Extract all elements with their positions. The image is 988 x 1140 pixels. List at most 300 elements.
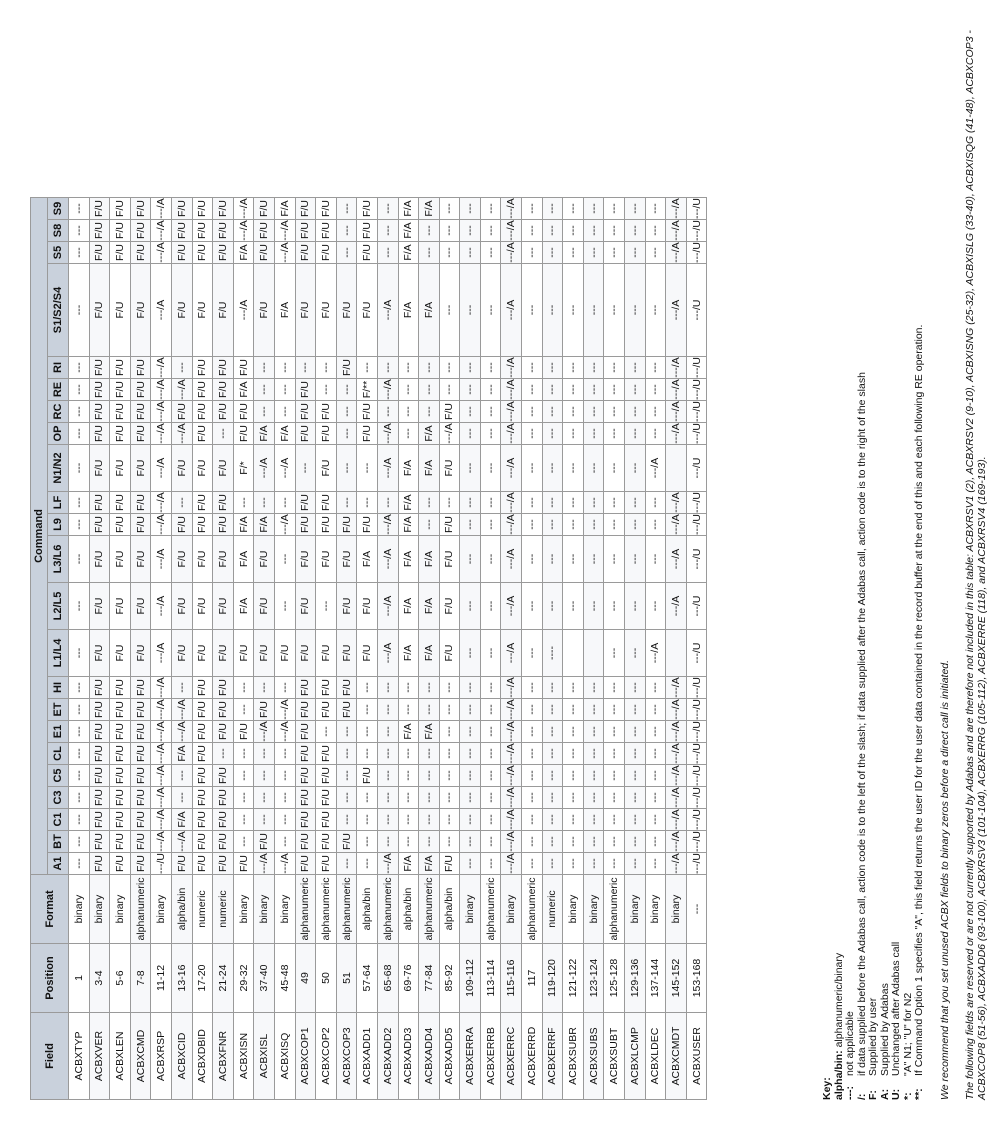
value-cell: ---/A [377,536,398,583]
value-cell: --- [522,492,543,514]
value-cell: F/U [357,264,378,357]
value-cell: F/A [233,242,254,264]
value-cell: --- [604,536,625,583]
value-cell: --- [480,765,501,787]
value-cell: --- [69,743,90,765]
value-cell: --- [171,765,192,787]
value-cell: F/U [192,583,213,630]
value-cell: F/U [130,853,151,875]
key-text: if data supplied before the Adabas call, action code is to the left of the slash; if data supplied after the Adabas call, action code is to the right of the slash [855,372,868,1076]
value-cell: F/U [89,264,110,357]
value-cell: ---/A [501,514,522,536]
value-cell: --- [357,787,378,809]
value-cell: --- [583,809,604,831]
value-cell: F/U [439,630,460,677]
value-cell: F/* [233,445,254,492]
value-cell: ---/A [171,699,192,721]
value-cell: F/U [130,492,151,514]
header-col-c3: C3 [48,787,69,809]
value-cell: --- [419,242,440,264]
value-cell: --- [563,721,584,743]
header-col-l2-l5: L2/L5 [48,583,69,630]
value-cell: ---/A [501,853,522,875]
value-cell: --- [316,379,337,401]
value-cell: F/U [110,357,131,379]
value-cell: --- [69,721,90,743]
field-cell: ACBXISL [254,1013,275,1100]
value-cell: --- [398,401,419,423]
value-cell: ---/A [151,809,172,831]
value-cell: F/U [192,677,213,699]
value-cell: ---/U [686,787,707,809]
value-cell: --- [563,445,584,492]
value-cell: F/U [233,401,254,423]
value-cell: --- [542,401,563,423]
value-cell: F/U [89,536,110,583]
value-cell: --- [480,423,501,445]
field-cell: ACBXCOP3 [336,1013,357,1100]
value-cell: F/U [316,264,337,357]
format-cell: --- [686,875,707,944]
value-cell: ---/A [501,721,522,743]
value-cell: --- [69,492,90,514]
value-cell: --- [522,514,543,536]
key-item [914,30,926,1100]
value-cell: --- [604,423,625,445]
value-cell: --- [604,765,625,787]
value-cell: --- [480,721,501,743]
value-cell: ---/A [666,765,687,787]
value-cell: ---/A [151,492,172,514]
value-cell: ---/A [274,514,295,536]
value-cell: --- [604,379,625,401]
value-cell: --- [69,423,90,445]
table-row [336,198,357,1100]
position-cell: 115-116 [501,944,522,1013]
value-cell: ---/A [666,583,687,630]
value-cell: ---/U [686,853,707,875]
field-cell: ACBXCOP1 [295,1013,316,1100]
value-cell: F/U [316,809,337,831]
value-cell: F/U [192,492,213,514]
value-cell: --- [542,583,563,630]
value-cell: --- [522,630,543,677]
value-cell: F/U [213,242,234,264]
value-cell: --- [419,787,440,809]
value-cell: ---/A [151,242,172,264]
value-cell: --- [69,583,90,630]
value-cell: F/U [110,379,131,401]
value-cell: --- [522,677,543,699]
value-cell: F/U [213,445,234,492]
value-cell: --- [377,242,398,264]
value-cell: F/U [295,699,316,721]
value-cell: ---/A [645,630,666,677]
value-cell: --- [625,357,646,379]
value-cell: --- [357,721,378,743]
value-cell: --- [69,809,90,831]
value-cell: F/U [89,514,110,536]
value-cell: F/U [89,583,110,630]
value-cell: --- [398,765,419,787]
value-cell: --- [542,357,563,379]
header-col-l1-l4: L1/L4 [48,630,69,677]
value-cell: --- [233,765,254,787]
value-cell: ---/U [686,423,707,445]
field-cell: ACBXLCMP [625,1013,646,1100]
value-cell: --- [377,198,398,220]
table-row [110,198,131,1100]
value-cell: ---/A [377,423,398,445]
value-cell: F/U [295,765,316,787]
value-cell: --- [583,401,604,423]
value-cell: F/A [398,198,419,220]
position-cell: 5-6 [110,944,131,1013]
position-cell: 65-68 [377,944,398,1013]
value-cell: --- [645,423,666,445]
key-item [857,30,869,1100]
format-cell: binary [625,875,646,944]
format-cell: alphanumeric [419,875,440,944]
table-row [583,198,604,1100]
format-cell: binary [645,875,666,944]
value-cell: ---/A [666,514,687,536]
position-cell: 129-136 [625,944,646,1013]
table-row [625,198,646,1100]
value-cell: F/U [213,220,234,242]
value-cell: --- [69,379,90,401]
value-cell: --- [604,445,625,492]
position-cell: 85-92 [439,944,460,1013]
value-cell: --- [274,831,295,853]
value-cell: --- [583,264,604,357]
value-cell: F/U [439,583,460,630]
value-cell: --- [583,787,604,809]
value-cell: --- [522,536,543,583]
value-cell: F/A [419,536,440,583]
value-cell: ---/U [686,630,707,677]
value-cell: --- [213,743,234,765]
format-cell: binary [151,875,172,944]
header-col-rc: RC [48,401,69,423]
value-cell: --- [336,445,357,492]
position-cell: 77-84 [419,944,440,1013]
value-cell: --- [419,492,440,514]
value-cell: --- [645,242,666,264]
value-cell: F/A [254,423,275,445]
key-item [845,30,857,1100]
value-cell: ---/A [666,743,687,765]
key-item [868,30,880,1100]
value-cell: --- [604,220,625,242]
value-cell: F/U [192,401,213,423]
value-cell: --- [419,401,440,423]
value-cell: F/U [110,721,131,743]
value-cell: F/A [398,630,419,677]
value-cell: --- [604,721,625,743]
field-cell: ACBXERRB [480,1013,501,1100]
value-cell: F/U [192,630,213,677]
value-cell: --- [419,765,440,787]
value-cell: --- [604,514,625,536]
value-cell: F/A [274,198,295,220]
value-cell: --- [398,699,419,721]
value-cell: --- [583,423,604,445]
format-cell: binary [274,875,295,944]
value-cell: F/U [89,677,110,699]
value-cell: F/U [89,765,110,787]
table-row [542,198,563,1100]
value-cell: ---/A [151,198,172,220]
position-cell: 7-8 [130,944,151,1013]
value-cell: F/U [130,220,151,242]
value-cell: --- [69,445,90,492]
value-cell: F/U [316,401,337,423]
value-cell: ---/A [501,787,522,809]
value-cell: F/U [89,401,110,423]
value-cell: F/U [89,809,110,831]
value-cell: F/U [336,831,357,853]
value-cell: --- [233,743,254,765]
value-cell: --- [171,787,192,809]
table-row [439,198,460,1100]
format-cell: numeric [213,875,234,944]
value-cell: F/U [254,242,275,264]
value-cell: --- [419,831,440,853]
value-cell: --- [645,787,666,809]
value-cell: --- [377,492,398,514]
field-cell: ACBXERRC [501,1013,522,1100]
value-cell: --- [480,677,501,699]
value-cell: --- [645,198,666,220]
position-cell: 13-16 [171,944,192,1013]
value-cell: --- [583,583,604,630]
value-cell: --- [522,699,543,721]
value-cell: --- [377,401,398,423]
value-cell: --- [625,853,646,875]
value-cell: --- [522,423,543,445]
value-cell: F/A [274,423,295,445]
value-cell: --- [336,198,357,220]
value-cell: F/U [233,721,254,743]
value-cell: ---/A [501,242,522,264]
value-cell: --- [604,264,625,357]
value-cell: F/U [254,264,275,357]
value-cell: --- [522,583,543,630]
key-title: Key: [821,1077,833,1100]
header-col-lf: LF [48,492,69,514]
header-col-s8: S8 [48,220,69,242]
value-cell: ---/A [151,743,172,765]
value-cell: --- [480,853,501,875]
value-cell: ---/U [686,765,707,787]
value-cell: --- [625,831,646,853]
value-cell: --- [522,765,543,787]
value-cell: ---/A [151,401,172,423]
value-cell: F/U [110,401,131,423]
value-cell: ---/A [171,831,192,853]
value-cell: ---/A [501,445,522,492]
value-cell: ---/A [274,445,295,492]
value-cell: F/U [89,787,110,809]
header-col-l3-l6: L3/L6 [48,536,69,583]
value-cell [583,630,604,677]
value-cell: ---/U [686,831,707,853]
value-cell: --- [542,765,563,787]
value-cell: --- [645,401,666,423]
value-cell: --- [377,787,398,809]
value-cell: F/U [336,264,357,357]
format-cell: alpha/bin [357,875,378,944]
value-cell: --- [439,220,460,242]
field-cell: ACBXADD1 [357,1013,378,1100]
value-cell: --- [645,492,666,514]
value-cell: ---/U [686,220,707,242]
value-cell: --- [645,765,666,787]
value-cell: ---/A [151,357,172,379]
value-cell: ---/A [377,853,398,875]
value-cell: F/U [130,721,151,743]
value-cell: F/U [110,242,131,264]
value-cell: F/U [130,677,151,699]
value-cell: F/U [357,583,378,630]
format-cell: binary [460,875,481,944]
value-cell: --- [460,787,481,809]
value-cell: --- [645,721,666,743]
value-cell: --- [563,379,584,401]
table-row [192,198,213,1100]
value-cell: --- [542,198,563,220]
value-cell: --- [69,536,90,583]
position-cell: 1 [69,944,90,1013]
format-cell: binary [666,875,687,944]
table-row [604,198,625,1100]
value-cell: ---/U [686,514,707,536]
header-col-s9: S9 [48,198,69,220]
value-cell: ---/A [501,220,522,242]
value-cell: F/U [439,445,460,492]
value-cell: ---/A [645,445,666,492]
value-cell: --- [439,492,460,514]
value-cell: --- [480,264,501,357]
format-cell: alphanumeric [336,875,357,944]
value-cell: ---/A [151,583,172,630]
value-cell: ---/A [151,630,172,677]
value-cell: --- [377,699,398,721]
value-cell: --- [295,445,316,492]
value-cell: ---/A [666,787,687,809]
value-cell: F/U [130,198,151,220]
value-cell: F/U [316,198,337,220]
value-cell: --- [460,583,481,630]
value-cell: ---/U [686,379,707,401]
value-cell: F/A [171,743,192,765]
value-cell: --- [460,831,481,853]
value-cell: --- [522,242,543,264]
value-cell: F/U [192,699,213,721]
value-cell: --- [625,765,646,787]
value-cell: F/U [130,445,151,492]
position-cell: 109-112 [460,944,481,1013]
value-cell: --- [69,198,90,220]
value-cell: --- [522,445,543,492]
format-cell: alphanumeric [522,875,543,944]
value-cell: --- [480,198,501,220]
value-cell: ---/A [151,445,172,492]
format-cell: numeric [542,875,563,944]
position-cell: 57-64 [357,944,378,1013]
value-cell: F/U [213,809,234,831]
value-cell: --- [439,242,460,264]
value-cell [666,445,687,492]
value-cell: --- [625,583,646,630]
value-cell: F/U [130,423,151,445]
field-cell: ACBXUSER [686,1013,707,1100]
value-cell: --- [480,536,501,583]
value-cell: F/U [192,743,213,765]
table-row [171,198,192,1100]
value-cell: --- [542,721,563,743]
note-reserved: The following fields are reserved or are not currently supported by Adabas and are therefore not included in this table: ACBXRSV1 (2), ACBXRSV2 (9-10), ACBXISNG (25-32), ACBXISLG (33-40), ACBXISQG (41-48), ACBXCOP3 - ACBXCOP8 (51-56), ACBXADD6 (93-100), ACBXRSV3 (101-104), ACBXERRG (105-112), ACBXERRE (118), and ACBXRSV4 (169-193). [964,30,988,1100]
value-cell: --- [295,357,316,379]
value-cell: ---/A [666,220,687,242]
value-cell: F/U [213,831,234,853]
value-cell: --- [645,264,666,357]
field-cell: ACBXCMDT [666,1013,687,1100]
value-cell: F/U [213,630,234,677]
position-cell: 69-76 [398,944,419,1013]
value-cell: F/U [213,401,234,423]
value-cell: --- [460,357,481,379]
value-cell: F/U [336,630,357,677]
value-cell: --- [336,853,357,875]
value-cell: --- [563,264,584,357]
value-cell: --- [419,379,440,401]
value-cell: --- [645,583,666,630]
value-cell: --- [563,198,584,220]
value-cell: F/U [295,630,316,677]
value-cell: ---/U [686,809,707,831]
value-cell: F/A [233,583,254,630]
value-cell: F/U [316,787,337,809]
value-cell: --- [233,831,254,853]
value-cell: F/U [295,198,316,220]
value-cell: F/U [110,492,131,514]
value-cell: ---/A [666,699,687,721]
value-cell: --- [604,630,625,677]
value-cell: --- [563,831,584,853]
value-cell: ---/A [151,765,172,787]
header-col-n1-n2: N1/N2 [48,445,69,492]
value-cell: F/U [316,699,337,721]
value-cell: --- [480,514,501,536]
value-cell: ---/A [151,536,172,583]
value-cell: F/U [192,220,213,242]
key-item [880,30,892,1100]
value-cell: --- [604,787,625,809]
field-cell: ACBXFNR [213,1013,234,1100]
value-cell: --- [542,445,563,492]
value-cell: F/U [295,743,316,765]
position-cell: 50 [316,944,337,1013]
table-row [460,198,481,1100]
table-row [480,198,501,1100]
value-cell: --- [563,514,584,536]
value-cell: ---/A [377,514,398,536]
value-cell: ---/A [501,264,522,357]
position-cell: 45-48 [274,944,295,1013]
value-cell: F/A [398,220,419,242]
